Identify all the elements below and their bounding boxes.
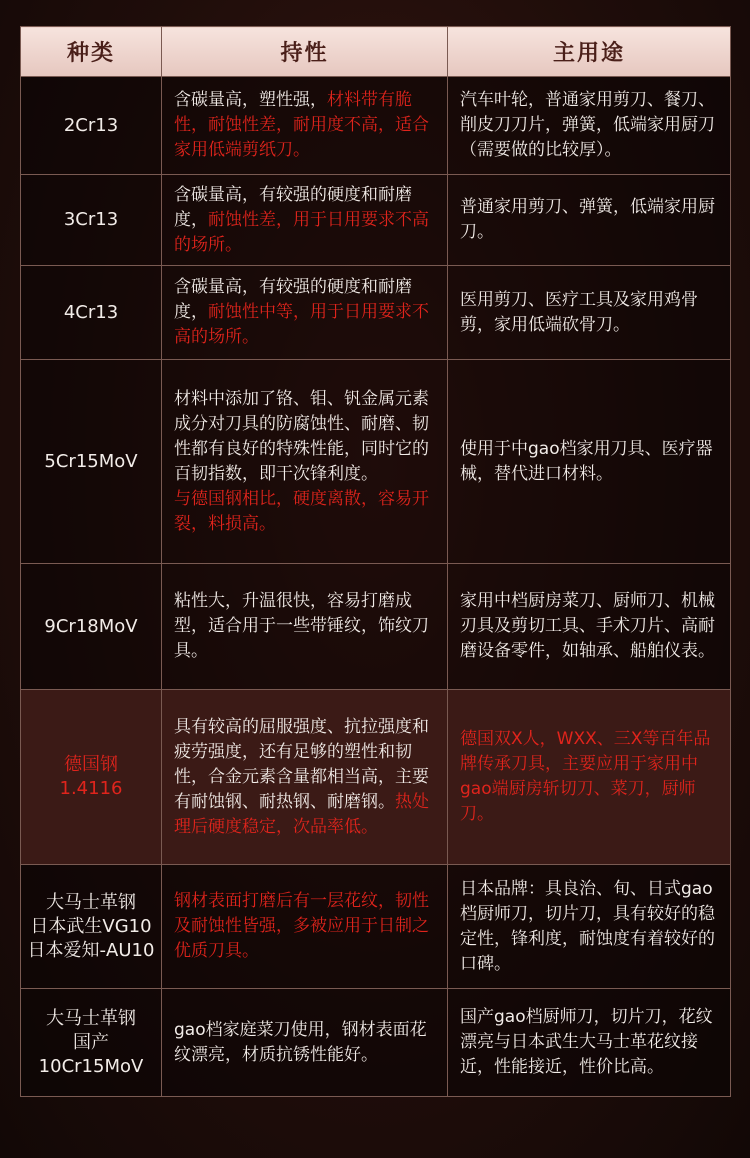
usage-text: 日本品牌：具良治、旬、日式gao档厨师刀，切片刀，具有较好的稳定性，锋利度，耐蚀度有着较好的口碑。 bbox=[460, 878, 715, 974]
kind-cell bbox=[21, 865, 162, 989]
kind-cell bbox=[21, 564, 162, 690]
header-kind: 种类 bbox=[21, 27, 162, 77]
property-text: gao档家庭菜刀使用，钢材表面花纹漂亮，材质抗锈性能好。 bbox=[174, 1019, 427, 1065]
usage-text: 普通家用剪刀、弹簧，低端家用厨刀。 bbox=[460, 197, 715, 242]
kind-line: 9Cr18MoV bbox=[44, 615, 138, 637]
usage-cell bbox=[448, 865, 731, 989]
kind-line: 5Cr15MoV bbox=[44, 450, 138, 472]
usage-cell bbox=[448, 266, 731, 360]
table-row bbox=[21, 175, 731, 266]
property-text: 材料中添加了铬、钼、钒金属元素成分对刀具的防腐蚀性、耐磨、韧性都有良好的特殊性能，同时它的百韧指数，即干次锋利度。 bbox=[174, 388, 429, 484]
kind-cell bbox=[21, 989, 162, 1097]
kind-cell bbox=[21, 266, 162, 360]
kind-cell bbox=[21, 690, 162, 865]
table-row bbox=[21, 865, 731, 989]
property-text: 含碳量高，塑性强， bbox=[174, 90, 327, 110]
property-cell bbox=[162, 690, 448, 865]
table-row bbox=[21, 989, 731, 1097]
kind-cell bbox=[21, 175, 162, 266]
property-text-red: 钢材表面打磨后有一层花纹，韧性及耐蚀性皆强，多被应用于日制之优质刀具。 bbox=[174, 891, 429, 961]
steel-comparison-table bbox=[20, 26, 731, 1097]
usage-text: 汽车叶轮，普通家用剪刀、餐刀、削皮刀刀片，弹簧，低端家用厨刀（需要做的比较厚）。 bbox=[460, 90, 715, 160]
property-text: 具有较高的屈服强度、抗拉强度和疲劳强度，还有足够的塑性和韧性，合金元素含量都相当高，主要有耐蚀钢、耐热钢、耐磨钢。 bbox=[174, 716, 429, 812]
property-cell bbox=[162, 77, 448, 175]
property-cell bbox=[162, 360, 448, 564]
table-row-highlighted bbox=[21, 690, 731, 865]
kind-line: 2Cr13 bbox=[63, 114, 119, 136]
property-text-red: 材料带有脆性，耐蚀性差，耐用度不高，适合家用低端剪纸刀。 bbox=[174, 90, 429, 160]
property-text-red: 耐蚀性中等，用于日用要求不高的场所。 bbox=[174, 302, 429, 347]
header-property: 持性 bbox=[162, 27, 448, 77]
kind-line: 国产10Cr15MoV bbox=[38, 1031, 144, 1077]
property-cell bbox=[162, 989, 448, 1097]
kind-line: 日本爱知-AU10 bbox=[27, 939, 155, 961]
usage-cell bbox=[448, 690, 731, 865]
kind-cell bbox=[21, 77, 162, 175]
property-text-red: 热处理后硬度稳定，次品率低。 bbox=[174, 791, 429, 837]
kind-line: 4Cr13 bbox=[63, 301, 119, 323]
steel-comparison-table-wrapper bbox=[20, 26, 730, 1097]
property-text: 含碳量高，有较强的硬度和耐磨度， bbox=[174, 184, 412, 230]
property-text-red: 与德国钢相比，硬度离散，容易开裂，料损高。 bbox=[174, 488, 429, 534]
kind-line: 德国钢 bbox=[64, 754, 118, 775]
usage-text: 使用于中gao档家用刀具、医疗器械，替代进口材料。 bbox=[460, 438, 713, 484]
usage-cell bbox=[448, 175, 731, 266]
kind-line: 日本武生VG10 bbox=[30, 915, 152, 937]
table-row bbox=[21, 360, 731, 564]
usage-text: 医用剪刀、医疗工具及家用鸡骨剪，家用低端砍骨刀。 bbox=[460, 289, 698, 335]
usage-text: 家用中档厨房菜刀、厨师刀、机械刃具及剪切工具、手术刀片、高耐磨设备零件，如轴承、船舶仪表。 bbox=[460, 591, 715, 661]
property-text: 粘性大，升温很快，容易打磨成型，适合用于一些带锤纹，饰纹刀具。 bbox=[174, 591, 429, 661]
kind-line: 大马士革钢 bbox=[46, 1007, 136, 1029]
usage-cell bbox=[448, 360, 731, 564]
kind-line: 3Cr13 bbox=[63, 209, 119, 230]
usage-cell bbox=[448, 77, 731, 175]
property-cell bbox=[162, 175, 448, 266]
property-cell bbox=[162, 266, 448, 360]
usage-cell bbox=[448, 564, 731, 690]
property-text-red: 耐蚀性差，用于日用要求不高的场所。 bbox=[174, 209, 429, 255]
table-row bbox=[21, 77, 731, 175]
usage-text-red: 德国双X人，WXX、三X等百年品牌传承刀具，主要应用于家用中gao端厨房斩切刀、菜刀，厨师刀。 bbox=[460, 729, 711, 824]
property-text: 含碳量高，有较强的硬度和耐磨度， bbox=[174, 277, 412, 322]
usage-cell bbox=[448, 989, 731, 1097]
table-row bbox=[21, 564, 731, 690]
kind-line: 1.4116 bbox=[59, 778, 123, 799]
property-cell bbox=[162, 564, 448, 690]
table-row bbox=[21, 266, 731, 360]
table-header bbox=[21, 27, 731, 77]
kind-line: 大马士革钢 bbox=[46, 891, 136, 913]
property-cell bbox=[162, 865, 448, 989]
usage-text: 国产gao档厨师刀，切片刀，花纹漂亮与日本武生大马士革花纹接近，性能接近，性价比高。 bbox=[460, 1007, 713, 1077]
kind-cell bbox=[21, 360, 162, 564]
header-usage: 主用途 bbox=[448, 27, 731, 77]
